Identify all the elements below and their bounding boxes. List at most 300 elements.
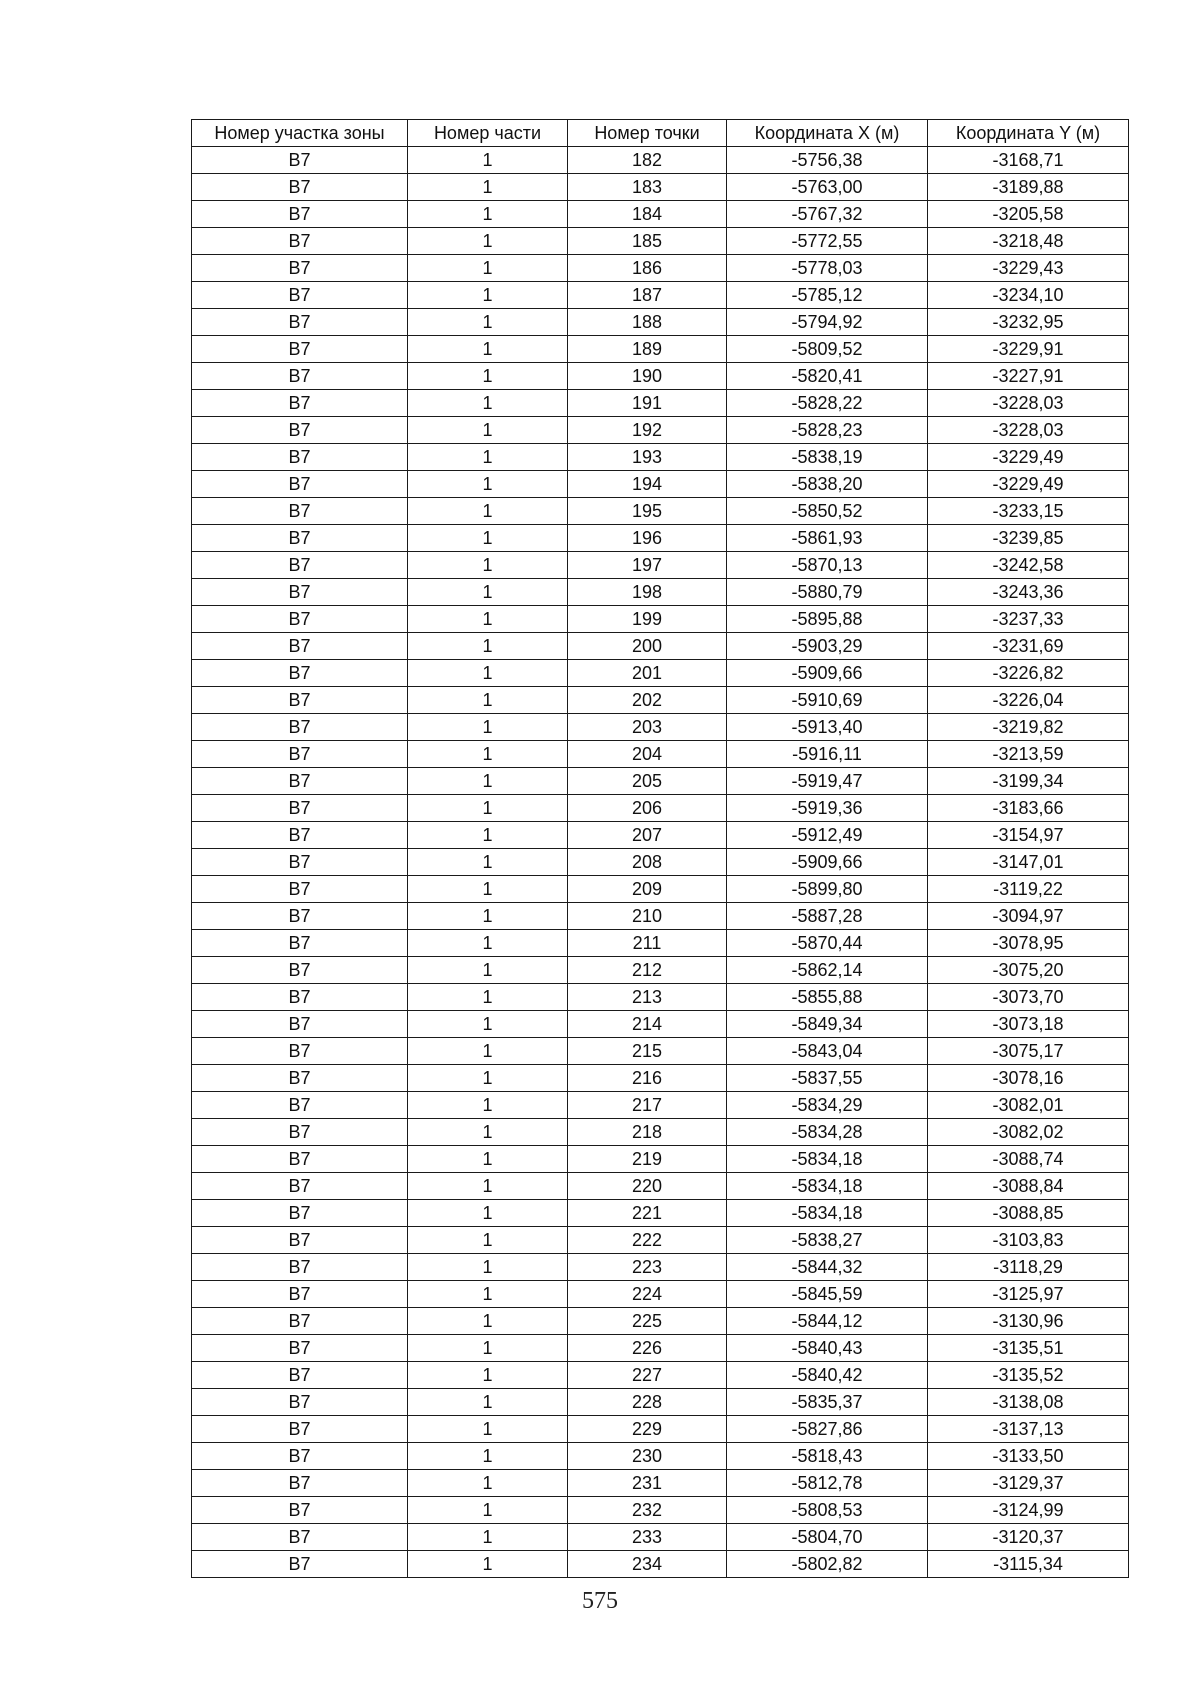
table-body bbox=[192, 147, 1129, 1578]
zone-section-cell: В7 bbox=[192, 957, 408, 984]
point-number-cell: 222 bbox=[568, 1227, 727, 1254]
coord-x-cell: -5840,43 bbox=[727, 1335, 928, 1362]
coord-x-cell: -5909,66 bbox=[727, 849, 928, 876]
coord-y-cell: -3073,18 bbox=[928, 1011, 1129, 1038]
coord-y-cell: -3094,97 bbox=[928, 903, 1129, 930]
part-number-cell: 1 bbox=[408, 984, 568, 1011]
table-row bbox=[192, 1227, 1129, 1254]
part-number-cell: 1 bbox=[408, 768, 568, 795]
coord-y-cell: -3205,58 bbox=[928, 201, 1129, 228]
zone-section-cell: В7 bbox=[192, 660, 408, 687]
part-number-cell: 1 bbox=[408, 795, 568, 822]
coord-y-cell: -3073,70 bbox=[928, 984, 1129, 1011]
coord-y-cell: -3233,15 bbox=[928, 498, 1129, 525]
part-number-cell: 1 bbox=[408, 633, 568, 660]
coord-y-cell: -3118,29 bbox=[928, 1254, 1129, 1281]
point-number-cell: 185 bbox=[568, 228, 727, 255]
coord-x-cell: -5834,18 bbox=[727, 1146, 928, 1173]
coord-y-cell: -3082,02 bbox=[928, 1119, 1129, 1146]
zone-section-cell: В7 bbox=[192, 498, 408, 525]
table-row bbox=[192, 903, 1129, 930]
part-number-cell: 1 bbox=[408, 174, 568, 201]
coord-y-cell: -3130,96 bbox=[928, 1308, 1129, 1335]
coord-y-cell: -3115,34 bbox=[928, 1551, 1129, 1578]
point-number-cell: 194 bbox=[568, 471, 727, 498]
point-number-cell: 203 bbox=[568, 714, 727, 741]
table-row bbox=[192, 579, 1129, 606]
coord-x-cell: -5828,23 bbox=[727, 417, 928, 444]
zone-section-cell: В7 bbox=[192, 1335, 408, 1362]
part-number-cell: 1 bbox=[408, 444, 568, 471]
table-row bbox=[192, 390, 1129, 417]
table-row bbox=[192, 228, 1129, 255]
part-number-cell: 1 bbox=[408, 498, 568, 525]
part-number-cell: 1 bbox=[408, 687, 568, 714]
table-row bbox=[192, 1038, 1129, 1065]
part-number-cell: 1 bbox=[408, 1362, 568, 1389]
part-number-cell: 1 bbox=[408, 525, 568, 552]
point-number-cell: 219 bbox=[568, 1146, 727, 1173]
coord-y-cell: -3228,03 bbox=[928, 390, 1129, 417]
coord-y-cell: -3133,50 bbox=[928, 1443, 1129, 1470]
zone-section-cell: В7 bbox=[192, 795, 408, 822]
coord-y-cell: -3231,69 bbox=[928, 633, 1129, 660]
coord-x-cell: -5772,55 bbox=[727, 228, 928, 255]
point-number-cell: 187 bbox=[568, 282, 727, 309]
table-row bbox=[192, 984, 1129, 1011]
coord-y-cell: -3229,43 bbox=[928, 255, 1129, 282]
point-number-cell: 183 bbox=[568, 174, 727, 201]
table-row bbox=[192, 471, 1129, 498]
point-number-cell: 217 bbox=[568, 1092, 727, 1119]
part-number-cell: 1 bbox=[408, 660, 568, 687]
zone-section-cell: В7 bbox=[192, 255, 408, 282]
coord-x-cell: -5804,70 bbox=[727, 1524, 928, 1551]
table-row bbox=[192, 1308, 1129, 1335]
point-number-cell: 198 bbox=[568, 579, 727, 606]
point-number-cell: 228 bbox=[568, 1389, 727, 1416]
table-header bbox=[192, 120, 1129, 147]
coord-y-cell: -3135,52 bbox=[928, 1362, 1129, 1389]
coord-x-cell: -5862,14 bbox=[727, 957, 928, 984]
zone-section-cell: В7 bbox=[192, 633, 408, 660]
coord-y-cell: -3234,10 bbox=[928, 282, 1129, 309]
zone-section-cell: В7 bbox=[192, 930, 408, 957]
part-number-cell: 1 bbox=[408, 1065, 568, 1092]
part-number-cell: 1 bbox=[408, 417, 568, 444]
point-number-cell: 209 bbox=[568, 876, 727, 903]
part-number-cell: 1 bbox=[408, 822, 568, 849]
coord-x-cell: -5903,29 bbox=[727, 633, 928, 660]
part-number-cell: 1 bbox=[408, 1173, 568, 1200]
point-number-cell: 231 bbox=[568, 1470, 727, 1497]
coord-y-header: Координата Y (м) bbox=[928, 120, 1129, 147]
part-number-cell: 1 bbox=[408, 201, 568, 228]
coord-x-cell: -5827,86 bbox=[727, 1416, 928, 1443]
point-number-cell: 196 bbox=[568, 525, 727, 552]
coord-x-cell: -5812,78 bbox=[727, 1470, 928, 1497]
header-row bbox=[192, 120, 1129, 147]
zone-section-cell: В7 bbox=[192, 1227, 408, 1254]
coord-y-cell: -3232,95 bbox=[928, 309, 1129, 336]
zone-section-cell: В7 bbox=[192, 1173, 408, 1200]
point-number-cell: 188 bbox=[568, 309, 727, 336]
table-row bbox=[192, 930, 1129, 957]
zone-section-cell: В7 bbox=[192, 1200, 408, 1227]
coord-y-cell: -3119,22 bbox=[928, 876, 1129, 903]
table-row bbox=[192, 1470, 1129, 1497]
table-row bbox=[192, 1200, 1129, 1227]
coord-x-cell: -5913,40 bbox=[727, 714, 928, 741]
coord-x-cell: -5802,82 bbox=[727, 1551, 928, 1578]
coord-x-cell: -5844,12 bbox=[727, 1308, 928, 1335]
coord-x-cell: -5785,12 bbox=[727, 282, 928, 309]
point-number-cell: 220 bbox=[568, 1173, 727, 1200]
part-number-cell: 1 bbox=[408, 957, 568, 984]
point-number-cell: 213 bbox=[568, 984, 727, 1011]
table-row bbox=[192, 822, 1129, 849]
coord-y-cell: -3103,83 bbox=[928, 1227, 1129, 1254]
part-number-cell: 1 bbox=[408, 1308, 568, 1335]
table-row bbox=[192, 633, 1129, 660]
part-number-cell: 1 bbox=[408, 1254, 568, 1281]
part-number-cell: 1 bbox=[408, 1524, 568, 1551]
coord-x-header: Координата X (м) bbox=[727, 120, 928, 147]
coord-x-cell: -5808,53 bbox=[727, 1497, 928, 1524]
coord-y-cell: -3229,49 bbox=[928, 444, 1129, 471]
coord-x-cell: -5899,80 bbox=[727, 876, 928, 903]
zone-section-cell: В7 bbox=[192, 174, 408, 201]
part-number-cell: 1 bbox=[408, 390, 568, 417]
zone-section-cell: В7 bbox=[192, 417, 408, 444]
point-number-cell: 205 bbox=[568, 768, 727, 795]
part-number-cell: 1 bbox=[408, 1281, 568, 1308]
table-row bbox=[192, 498, 1129, 525]
zone-section-cell: В7 bbox=[192, 1497, 408, 1524]
point-number-cell: 232 bbox=[568, 1497, 727, 1524]
point-number-cell: 200 bbox=[568, 633, 727, 660]
part-number-cell: 1 bbox=[408, 471, 568, 498]
zone-section-cell: В7 bbox=[192, 1416, 408, 1443]
point-number-cell: 233 bbox=[568, 1524, 727, 1551]
coord-y-cell: -3168,71 bbox=[928, 147, 1129, 174]
part-number-cell: 1 bbox=[408, 1551, 568, 1578]
coord-y-cell: -3137,13 bbox=[928, 1416, 1129, 1443]
part-number-cell: 1 bbox=[408, 255, 568, 282]
coord-y-cell: -3242,58 bbox=[928, 552, 1129, 579]
zone-section-cell: В7 bbox=[192, 390, 408, 417]
part-number-cell: 1 bbox=[408, 1416, 568, 1443]
zone-section-cell: В7 bbox=[192, 1551, 408, 1578]
table-row bbox=[192, 444, 1129, 471]
table-row bbox=[192, 525, 1129, 552]
table-row bbox=[192, 1497, 1129, 1524]
point-number-cell: 229 bbox=[568, 1416, 727, 1443]
coord-x-cell: -5820,41 bbox=[727, 363, 928, 390]
point-number-cell: 184 bbox=[568, 201, 727, 228]
table-row bbox=[192, 1389, 1129, 1416]
part-number-cell: 1 bbox=[408, 930, 568, 957]
zone-section-cell: В7 bbox=[192, 687, 408, 714]
zone-section-cell: В7 bbox=[192, 363, 408, 390]
part-number-cell: 1 bbox=[408, 1470, 568, 1497]
coord-x-cell: -5828,22 bbox=[727, 390, 928, 417]
part-number-cell: 1 bbox=[408, 714, 568, 741]
table-row bbox=[192, 1443, 1129, 1470]
point-number-cell: 182 bbox=[568, 147, 727, 174]
coord-y-cell: -3237,33 bbox=[928, 606, 1129, 633]
coord-y-cell: -3082,01 bbox=[928, 1092, 1129, 1119]
table-row bbox=[192, 1254, 1129, 1281]
point-number-cell: 195 bbox=[568, 498, 727, 525]
coord-x-cell: -5849,34 bbox=[727, 1011, 928, 1038]
coord-x-cell: -5834,18 bbox=[727, 1200, 928, 1227]
coord-y-cell: -3183,66 bbox=[928, 795, 1129, 822]
table-row bbox=[192, 849, 1129, 876]
table-row bbox=[192, 1119, 1129, 1146]
table-row bbox=[192, 255, 1129, 282]
coord-y-cell: -3147,01 bbox=[928, 849, 1129, 876]
zone-section-cell: В7 bbox=[192, 1308, 408, 1335]
part-number-cell: 1 bbox=[408, 1200, 568, 1227]
zone-section-cell: В7 bbox=[192, 471, 408, 498]
point-number-cell: 210 bbox=[568, 903, 727, 930]
part-number-cell: 1 bbox=[408, 336, 568, 363]
coord-x-cell: -5809,52 bbox=[727, 336, 928, 363]
zone-section-cell: В7 bbox=[192, 147, 408, 174]
zone-section-cell: В7 bbox=[192, 525, 408, 552]
table-row bbox=[192, 309, 1129, 336]
zone-section-cell: В7 bbox=[192, 714, 408, 741]
coord-y-cell: -3124,99 bbox=[928, 1497, 1129, 1524]
coord-x-cell: -5838,19 bbox=[727, 444, 928, 471]
table-row bbox=[192, 1011, 1129, 1038]
table-row bbox=[192, 201, 1129, 228]
coord-x-cell: -5834,28 bbox=[727, 1119, 928, 1146]
point-number-cell: 227 bbox=[568, 1362, 727, 1389]
zone-section-cell: В7 bbox=[192, 1281, 408, 1308]
zone-section-cell: В7 bbox=[192, 1524, 408, 1551]
table-row bbox=[192, 714, 1129, 741]
point-number-cell: 225 bbox=[568, 1308, 727, 1335]
table-row bbox=[192, 336, 1129, 363]
coord-x-cell: -5818,43 bbox=[727, 1443, 928, 1470]
coord-y-cell: -3226,04 bbox=[928, 687, 1129, 714]
zone-section-cell: В7 bbox=[192, 1362, 408, 1389]
coord-x-cell: -5870,44 bbox=[727, 930, 928, 957]
zone-section-cell: В7 bbox=[192, 201, 408, 228]
table-row bbox=[192, 1416, 1129, 1443]
coord-x-cell: -5870,13 bbox=[727, 552, 928, 579]
table-row bbox=[192, 768, 1129, 795]
coord-x-cell: -5850,52 bbox=[727, 498, 928, 525]
coord-x-cell: -5778,03 bbox=[727, 255, 928, 282]
coord-y-cell: -3129,37 bbox=[928, 1470, 1129, 1497]
table-row bbox=[192, 687, 1129, 714]
point-number-cell: 207 bbox=[568, 822, 727, 849]
point-number-cell: 214 bbox=[568, 1011, 727, 1038]
table-row bbox=[192, 147, 1129, 174]
zone-section-cell: В7 bbox=[192, 1011, 408, 1038]
coord-y-cell: -3135,51 bbox=[928, 1335, 1129, 1362]
part-number-cell: 1 bbox=[408, 228, 568, 255]
part-number-cell: 1 bbox=[408, 147, 568, 174]
coord-y-cell: -3088,84 bbox=[928, 1173, 1129, 1200]
zone-section-cell: В7 bbox=[192, 903, 408, 930]
part-number-cell: 1 bbox=[408, 552, 568, 579]
point-number-cell: 211 bbox=[568, 930, 727, 957]
table-row bbox=[192, 606, 1129, 633]
coord-x-cell: -5909,66 bbox=[727, 660, 928, 687]
part-number-cell: 1 bbox=[408, 282, 568, 309]
table-row bbox=[192, 174, 1129, 201]
coord-y-cell: -3228,03 bbox=[928, 417, 1129, 444]
part-number-cell: 1 bbox=[408, 1146, 568, 1173]
zone-section-header: Номер участка зоны bbox=[192, 120, 408, 147]
zone-section-cell: В7 bbox=[192, 309, 408, 336]
part-number-cell: 1 bbox=[408, 1389, 568, 1416]
table-row bbox=[192, 957, 1129, 984]
coordinates-table bbox=[191, 119, 1129, 1578]
point-number-cell: 216 bbox=[568, 1065, 727, 1092]
part-number-cell: 1 bbox=[408, 1038, 568, 1065]
point-number-cell: 197 bbox=[568, 552, 727, 579]
table-row bbox=[192, 1524, 1129, 1551]
part-number-cell: 1 bbox=[408, 876, 568, 903]
coord-y-cell: -3227,91 bbox=[928, 363, 1129, 390]
coord-x-cell: -5843,04 bbox=[727, 1038, 928, 1065]
coord-x-cell: -5837,55 bbox=[727, 1065, 928, 1092]
table-row bbox=[192, 660, 1129, 687]
part-number-cell: 1 bbox=[408, 606, 568, 633]
coord-y-cell: -3075,20 bbox=[928, 957, 1129, 984]
part-number-cell: 1 bbox=[408, 1443, 568, 1470]
coord-x-cell: -5834,18 bbox=[727, 1173, 928, 1200]
point-number-cell: 206 bbox=[568, 795, 727, 822]
zone-section-cell: В7 bbox=[192, 876, 408, 903]
coord-y-cell: -3189,88 bbox=[928, 174, 1129, 201]
zone-section-cell: В7 bbox=[192, 1092, 408, 1119]
table-row bbox=[192, 1281, 1129, 1308]
zone-section-cell: В7 bbox=[192, 282, 408, 309]
table-row bbox=[192, 876, 1129, 903]
coord-y-cell: -3138,08 bbox=[928, 1389, 1129, 1416]
zone-section-cell: В7 bbox=[192, 444, 408, 471]
table-row bbox=[192, 1362, 1129, 1389]
point-number-cell: 191 bbox=[568, 390, 727, 417]
zone-section-cell: В7 bbox=[192, 1443, 408, 1470]
table-row bbox=[192, 795, 1129, 822]
zone-section-cell: В7 bbox=[192, 552, 408, 579]
coord-x-cell: -5887,28 bbox=[727, 903, 928, 930]
coord-x-cell: -5919,36 bbox=[727, 795, 928, 822]
coord-y-cell: -3226,82 bbox=[928, 660, 1129, 687]
point-number-cell: 208 bbox=[568, 849, 727, 876]
zone-section-cell: В7 bbox=[192, 1146, 408, 1173]
part-number-header: Номер части bbox=[408, 120, 568, 147]
part-number-cell: 1 bbox=[408, 1227, 568, 1254]
coord-x-cell: -5763,00 bbox=[727, 174, 928, 201]
point-number-cell: 226 bbox=[568, 1335, 727, 1362]
coord-y-cell: -3243,36 bbox=[928, 579, 1129, 606]
coord-y-cell: -3239,85 bbox=[928, 525, 1129, 552]
coord-x-cell: -5756,38 bbox=[727, 147, 928, 174]
point-number-cell: 221 bbox=[568, 1200, 727, 1227]
zone-section-cell: В7 bbox=[192, 1389, 408, 1416]
coord-x-cell: -5838,20 bbox=[727, 471, 928, 498]
part-number-cell: 1 bbox=[408, 309, 568, 336]
table-row bbox=[192, 282, 1129, 309]
table-row bbox=[192, 1551, 1129, 1578]
part-number-cell: 1 bbox=[408, 1497, 568, 1524]
coord-y-cell: -3125,97 bbox=[928, 1281, 1129, 1308]
coord-y-cell: -3213,59 bbox=[928, 741, 1129, 768]
point-number-cell: 192 bbox=[568, 417, 727, 444]
coord-x-cell: -5880,79 bbox=[727, 579, 928, 606]
part-number-cell: 1 bbox=[408, 363, 568, 390]
table-row bbox=[192, 552, 1129, 579]
zone-section-cell: В7 bbox=[192, 822, 408, 849]
part-number-cell: 1 bbox=[408, 1335, 568, 1362]
table-row bbox=[192, 363, 1129, 390]
zone-section-cell: В7 bbox=[192, 579, 408, 606]
coord-x-cell: -5794,92 bbox=[727, 309, 928, 336]
point-number-cell: 189 bbox=[568, 336, 727, 363]
coord-y-cell: -3078,95 bbox=[928, 930, 1129, 957]
coord-y-cell: -3088,74 bbox=[928, 1146, 1129, 1173]
coord-x-cell: -5861,93 bbox=[727, 525, 928, 552]
coord-x-cell: -5912,49 bbox=[727, 822, 928, 849]
page-number: 575 bbox=[582, 1588, 618, 1614]
coord-y-cell: -3219,82 bbox=[928, 714, 1129, 741]
point-number-cell: 204 bbox=[568, 741, 727, 768]
part-number-cell: 1 bbox=[408, 1092, 568, 1119]
coord-y-cell: -3088,85 bbox=[928, 1200, 1129, 1227]
zone-section-cell: В7 bbox=[192, 1254, 408, 1281]
table-row bbox=[192, 741, 1129, 768]
coord-x-cell: -5840,42 bbox=[727, 1362, 928, 1389]
coord-x-cell: -5855,88 bbox=[727, 984, 928, 1011]
part-number-cell: 1 bbox=[408, 903, 568, 930]
point-number-header: Номер точки bbox=[568, 120, 727, 147]
coord-x-cell: -5919,47 bbox=[727, 768, 928, 795]
point-number-cell: 193 bbox=[568, 444, 727, 471]
point-number-cell: 218 bbox=[568, 1119, 727, 1146]
coord-y-cell: -3154,97 bbox=[928, 822, 1129, 849]
point-number-cell: 186 bbox=[568, 255, 727, 282]
coord-y-cell: -3120,37 bbox=[928, 1524, 1129, 1551]
coord-x-cell: -5835,37 bbox=[727, 1389, 928, 1416]
zone-section-cell: В7 bbox=[192, 1038, 408, 1065]
point-number-cell: 212 bbox=[568, 957, 727, 984]
coord-x-cell: -5910,69 bbox=[727, 687, 928, 714]
zone-section-cell: В7 bbox=[192, 849, 408, 876]
zone-section-cell: В7 bbox=[192, 1065, 408, 1092]
point-number-cell: 223 bbox=[568, 1254, 727, 1281]
point-number-cell: 215 bbox=[568, 1038, 727, 1065]
table-row bbox=[192, 1335, 1129, 1362]
coord-y-cell: -3218,48 bbox=[928, 228, 1129, 255]
coord-x-cell: -5845,59 bbox=[727, 1281, 928, 1308]
coord-y-cell: -3075,17 bbox=[928, 1038, 1129, 1065]
zone-section-cell: В7 bbox=[192, 984, 408, 1011]
zone-section-cell: В7 bbox=[192, 768, 408, 795]
coord-x-cell: -5916,11 bbox=[727, 741, 928, 768]
point-number-cell: 230 bbox=[568, 1443, 727, 1470]
point-number-cell: 201 bbox=[568, 660, 727, 687]
zone-section-cell: В7 bbox=[192, 1119, 408, 1146]
coord-x-cell: -5767,32 bbox=[727, 201, 928, 228]
